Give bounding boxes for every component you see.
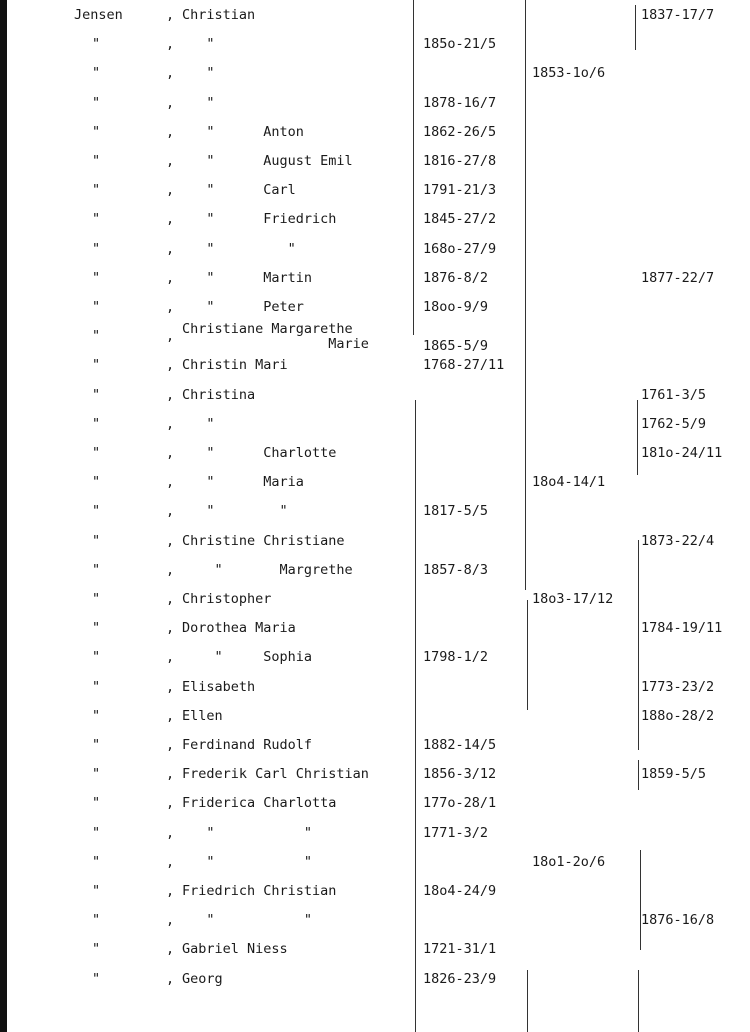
date-column-3: 1762-5/9 (641, 415, 707, 432)
register-row (0, 34, 750, 54)
separator-comma: , (166, 328, 175, 345)
date-column-2: 18o3-17/12 (532, 591, 614, 607)
surname-cell: " (92, 707, 101, 724)
given-name-cell: " (182, 94, 215, 111)
surname-cell: " (92, 328, 101, 345)
separator-comma: , (166, 357, 175, 374)
surname-cell: " (92, 445, 101, 461)
separator-comma: , (166, 445, 175, 461)
date-column-3: 1837-17/7 (641, 7, 715, 23)
date-column-3: 1761-3/5 (641, 386, 707, 403)
date-column-1: 168o-27/9 (423, 240, 497, 257)
given-name-cell: " Anton (182, 123, 304, 140)
given-name-cell: Ellen (182, 707, 223, 724)
separator-comma: , (166, 299, 175, 315)
date-column-3: 1859-5/5 (641, 766, 707, 783)
register-row (0, 297, 750, 317)
surname-cell: " (92, 883, 101, 899)
surname-cell: " (92, 853, 101, 870)
given-name-cell: Elisabeth (182, 678, 256, 695)
surname-cell: " (92, 299, 101, 315)
date-column-3: 1876-16/8 (641, 912, 715, 929)
surname-cell: " (92, 94, 101, 111)
register-row (0, 385, 750, 405)
surname-cell: " (92, 824, 101, 841)
date-column-1: 185o-21/5 (423, 36, 497, 53)
date-column-2: 18o1-2o/6 (532, 853, 606, 870)
given-name-cell: " " (182, 240, 296, 257)
given-name-cell: " (182, 36, 215, 53)
separator-comma: , (166, 678, 175, 695)
separator-comma: , (166, 970, 175, 987)
date-column-1: 1791-21/3 (423, 182, 497, 199)
separator-comma: , (166, 123, 175, 140)
register-row (0, 939, 750, 959)
surname-cell: " (92, 65, 101, 82)
register-row (0, 472, 750, 492)
separator-comma: , (166, 415, 175, 432)
surname-cell: " (92, 153, 101, 169)
given-name-cell: Ferdinand Rudolf (182, 737, 313, 753)
register-row (0, 180, 750, 200)
given-name-cell: " " (182, 503, 288, 520)
date-column-1: 1826-23/9 (423, 970, 497, 987)
separator-comma: , (166, 561, 175, 578)
separator-comma: , (166, 240, 175, 257)
date-column-2: 1853-1o/6 (532, 65, 606, 82)
date-column-1: 1721-31/1 (423, 941, 497, 958)
surname-cell: " (92, 123, 101, 140)
register-row (0, 93, 750, 113)
register-row (0, 618, 750, 638)
given-name-cell: " " (182, 853, 313, 870)
surname-cell: " (92, 240, 101, 257)
surname-cell: " (92, 678, 101, 695)
surname-cell: " (92, 182, 101, 199)
date-column-3: 1877-22/7 (641, 269, 715, 286)
given-name-cell: " (182, 65, 215, 82)
surname-cell: " (92, 503, 101, 520)
separator-comma: , (166, 182, 175, 199)
surname-cell: " (92, 941, 101, 958)
date-column-1: 1865-5/9 (423, 338, 489, 355)
given-name-cell: " " (182, 824, 313, 841)
given-name-cell: Christiane Margarethe Marie (182, 321, 369, 353)
surname-cell: " (92, 591, 101, 607)
date-column-1: 1857-8/3 (423, 561, 489, 578)
separator-comma: , (166, 153, 175, 169)
date-column-1: 1768-27/11 (423, 357, 505, 374)
surname-cell: " (92, 912, 101, 929)
separator-comma: , (166, 474, 175, 491)
separator-comma: , (166, 65, 175, 82)
register-row (0, 122, 750, 142)
register-row (0, 910, 750, 930)
register-row (0, 151, 750, 171)
register-row (0, 735, 750, 755)
given-name-cell: Christin Mari (182, 357, 288, 374)
date-column-1: 18oo-9/9 (423, 299, 489, 315)
register-row (0, 63, 750, 83)
separator-comma: , (166, 707, 175, 724)
date-column-1: 18o4-24/9 (423, 883, 497, 899)
given-name-cell: " Peter (182, 299, 304, 315)
given-name-cell: Christian (182, 7, 256, 23)
separator-comma: , (166, 620, 175, 637)
register-row (0, 852, 750, 872)
register-row (0, 589, 750, 609)
given-name-cell: Friderica Charlotta (182, 795, 337, 812)
given-name-cell: Dorothea Maria (182, 620, 296, 637)
separator-comma: , (166, 737, 175, 753)
register-row (0, 501, 750, 521)
date-column-1: 1856-3/12 (423, 766, 497, 783)
given-name-cell: Christopher (182, 591, 272, 607)
register-row (0, 764, 750, 784)
register-row (0, 823, 750, 843)
surname-cell: " (92, 269, 101, 286)
surname-cell: " (92, 766, 101, 783)
surname-cell: " (92, 357, 101, 374)
register-row (0, 355, 750, 375)
surname-cell: " (92, 649, 101, 666)
separator-comma: , (166, 211, 175, 228)
register-row (0, 5, 750, 25)
register-row (0, 560, 750, 580)
separator-comma: , (166, 766, 175, 783)
date-column-1: 1816-27/8 (423, 153, 497, 169)
separator-comma: , (166, 912, 175, 929)
column-rule-3 (637, 400, 638, 475)
separator-comma: , (166, 649, 175, 666)
surname-cell: " (92, 737, 101, 753)
given-name-cell: " Martin (182, 269, 313, 286)
register-row (0, 706, 750, 726)
separator-comma: , (166, 824, 175, 841)
date-column-3: 1773-23/2 (641, 678, 715, 695)
separator-comma: , (166, 503, 175, 520)
register-row (0, 647, 750, 667)
date-column-3: 188o-28/2 (641, 707, 715, 724)
given-name-cell: " Maria (182, 474, 304, 491)
given-name-cell: Gabriel Niess (182, 941, 288, 958)
surname-cell: " (92, 415, 101, 432)
date-column-1: 1771-3/2 (423, 824, 489, 841)
surname-cell: " (92, 620, 101, 637)
surname-cell: " (92, 561, 101, 578)
register-row (0, 268, 750, 288)
separator-comma: , (166, 853, 175, 870)
given-name-cell: " Friedrich (182, 211, 337, 228)
given-name-cell: " Sophia (182, 649, 313, 666)
date-column-1: 1862-26/5 (423, 123, 497, 140)
surname-cell: " (92, 386, 101, 403)
surname-cell: " (92, 36, 101, 53)
register-row (0, 531, 750, 551)
register-row (0, 969, 750, 989)
separator-comma: , (166, 941, 175, 958)
date-column-3: 181o-24/11 (641, 445, 723, 461)
date-column-1: 1798-1/2 (423, 649, 489, 666)
surname-cell: Jensen (74, 7, 123, 23)
date-column-1: 177o-28/1 (423, 795, 497, 812)
register-row (0, 239, 750, 259)
surname-cell: " (92, 474, 101, 491)
given-name-cell: Georg (182, 970, 223, 987)
date-column-1: 1817-5/5 (423, 503, 489, 520)
register-row (0, 793, 750, 813)
given-name-cell: Christina (182, 386, 256, 403)
date-column-1: 1878-16/7 (423, 94, 497, 111)
surname-cell: " (92, 532, 101, 549)
register-row (0, 321, 750, 355)
separator-comma: , (166, 883, 175, 899)
separator-comma: , (166, 269, 175, 286)
given-name-cell: " (182, 415, 215, 432)
separator-comma: , (166, 7, 175, 23)
register-row (0, 209, 750, 229)
given-name-cell: Christine Christiane (182, 532, 345, 549)
register-row (0, 677, 750, 697)
register-row (0, 881, 750, 901)
given-name-cell: " Carl (182, 182, 296, 199)
given-name-cell: " Margrethe (182, 561, 353, 578)
register-row (0, 414, 750, 434)
surname-cell: " (92, 211, 101, 228)
given-name-cell: " " (182, 912, 313, 929)
date-column-1: 1876-8/2 (423, 269, 489, 286)
register-row (0, 443, 750, 463)
surname-cell: " (92, 795, 101, 812)
given-name-cell: " August Emil (182, 153, 353, 169)
date-column-2: 18o4-14/1 (532, 474, 606, 491)
date-column-3: 1784-19/11 (641, 620, 723, 637)
separator-comma: , (166, 386, 175, 403)
separator-comma: , (166, 591, 175, 607)
given-name-cell: Friedrich Christian (182, 883, 337, 899)
separator-comma: , (166, 94, 175, 111)
given-name-cell: Frederik Carl Christian (182, 766, 369, 783)
date-column-3: 1873-22/4 (641, 532, 715, 549)
given-name-cell: " Charlotte (182, 445, 337, 461)
surname-cell: " (92, 970, 101, 987)
separator-comma: , (166, 36, 175, 53)
date-column-1: 1882-14/5 (423, 737, 497, 753)
separator-comma: , (166, 532, 175, 549)
separator-comma: , (166, 795, 175, 812)
date-column-1: 1845-27/2 (423, 211, 497, 228)
